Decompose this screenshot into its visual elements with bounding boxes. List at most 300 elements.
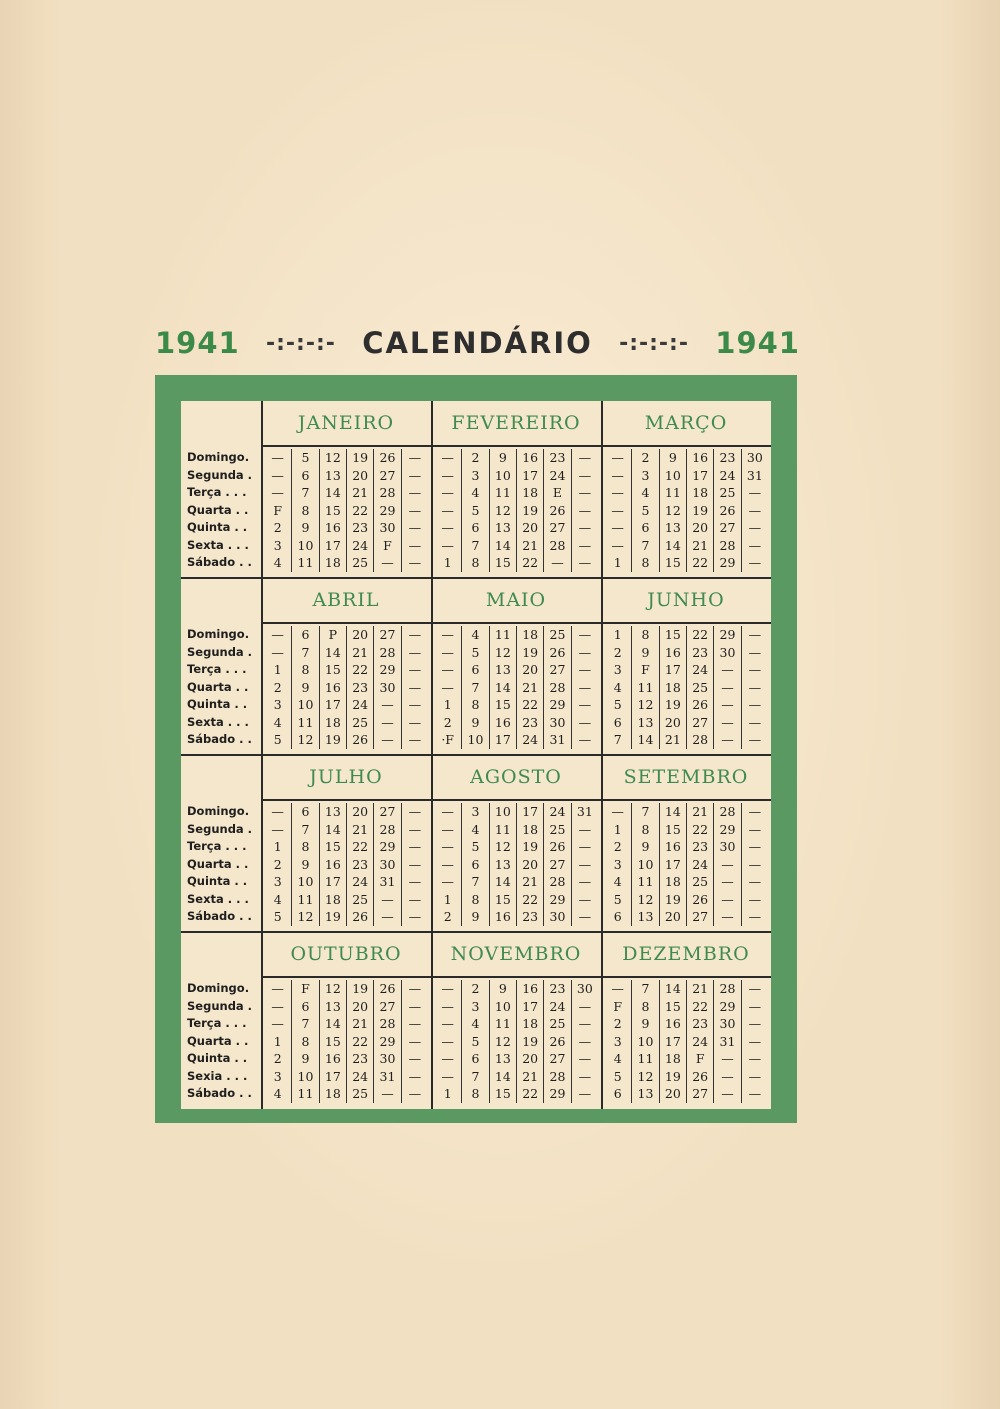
day-cell: 22 xyxy=(686,821,713,839)
day-label: Sexta . . . xyxy=(187,537,249,552)
day-cell: 18 xyxy=(319,891,346,909)
day-cell: F xyxy=(631,661,658,679)
day-cell: 14 xyxy=(489,1068,516,1086)
day-cell: 16 xyxy=(659,1015,686,1033)
month-days-grid xyxy=(604,626,768,749)
day-cell: 27 xyxy=(543,519,570,537)
day-cell: 14 xyxy=(489,537,516,555)
day-cell: 24 xyxy=(346,873,373,891)
day-cell: 23 xyxy=(346,1050,373,1068)
day-cell: 28 xyxy=(543,1068,570,1086)
day-cell: — xyxy=(611,520,624,535)
day-cell: 13 xyxy=(489,1050,516,1068)
day-cell: 19 xyxy=(659,1068,686,1086)
day-cell: 9 xyxy=(291,519,318,537)
day-cell: 22 xyxy=(686,998,713,1016)
day-cell: — xyxy=(441,502,454,518)
day-cell: — xyxy=(441,662,454,677)
day-cell: — xyxy=(571,908,598,926)
day-cell: 28 xyxy=(373,484,400,502)
day-cell: 24 xyxy=(543,467,570,485)
day-label: Quinta . . xyxy=(187,697,248,711)
day-cell: — xyxy=(713,891,740,909)
day-cell: 21 xyxy=(659,731,686,749)
day-label: Quinta . . xyxy=(187,520,248,534)
day-cell: — xyxy=(271,998,284,1014)
day-cell: 7 xyxy=(291,1015,318,1033)
day-cell: 21 xyxy=(516,1068,543,1086)
day-cell: 25 xyxy=(346,714,373,732)
day-cell: — xyxy=(401,891,428,909)
month-name: MAIO xyxy=(485,589,547,611)
day-cell: — xyxy=(441,874,454,889)
day-cell: — xyxy=(741,856,768,874)
day-cell: 18 xyxy=(516,821,543,839)
day-cell: 20 xyxy=(686,519,713,537)
day-cell: 30 xyxy=(543,714,570,732)
day-label: Quarta . . xyxy=(187,856,249,871)
day-label: Sexia . . . xyxy=(187,1068,248,1083)
day-cell: — xyxy=(741,838,768,856)
day-cell: ·F xyxy=(441,732,454,747)
day-cell: 10 xyxy=(291,696,318,714)
day-cell: 30 xyxy=(713,838,740,856)
day-cell: 2 xyxy=(443,909,452,924)
day-cell: 9 xyxy=(291,679,318,697)
day-cell: — xyxy=(571,519,598,537)
day-cell: 25 xyxy=(713,484,740,502)
day-cell: — xyxy=(571,891,598,909)
day-cell: — xyxy=(441,679,454,695)
day-cell: — xyxy=(441,981,454,996)
day-cell: 29 xyxy=(713,998,740,1016)
day-cell: 19 xyxy=(659,696,686,714)
day-cell: 19 xyxy=(319,731,346,749)
day-cell: — xyxy=(571,856,598,874)
day-cell: 3 xyxy=(273,874,282,889)
day-cell: 31 xyxy=(373,873,400,891)
day-cell: 8 xyxy=(291,661,318,679)
day-cell: — xyxy=(571,731,598,749)
day-cell: 23 xyxy=(686,644,713,662)
day-cell: 11 xyxy=(631,679,658,697)
day-cell: — xyxy=(441,804,454,819)
day-cell: 5 xyxy=(273,909,282,924)
day-cell: 23 xyxy=(346,856,373,874)
day-cell: 22 xyxy=(346,838,373,856)
day-cell: 21 xyxy=(686,980,713,998)
day-label: Sábado . . xyxy=(187,555,252,569)
day-cell: 6 xyxy=(461,1050,488,1068)
day-cell: — xyxy=(741,537,768,555)
day-cell: 4 xyxy=(273,714,282,730)
day-cell: 8 xyxy=(631,626,658,644)
day-cell: 26 xyxy=(686,1068,713,1086)
day-cell: 2 xyxy=(613,1016,622,1031)
day-cell: — xyxy=(611,467,624,483)
day-cell: 1 xyxy=(613,627,622,642)
day-cell: 15 xyxy=(659,821,686,839)
month-name: JULHO xyxy=(309,766,383,788)
day-cell: 30 xyxy=(373,1050,400,1068)
day-cell: — xyxy=(373,696,400,714)
day-label: Sexta . . . xyxy=(187,714,249,729)
day-cell: 12 xyxy=(319,980,346,998)
day-cell: 27 xyxy=(373,467,400,485)
day-cell: — xyxy=(441,1068,454,1084)
day-cell: 27 xyxy=(373,803,400,821)
day-cell: 11 xyxy=(489,484,516,502)
day-cell: 11 xyxy=(489,821,516,839)
day-cell: — xyxy=(571,1015,598,1033)
day-cell: 31 xyxy=(543,731,570,749)
day-cell: 1 xyxy=(443,697,452,712)
day-cell: 20 xyxy=(659,908,686,926)
day-cell: 15 xyxy=(319,1033,346,1051)
day-cell: — xyxy=(401,537,428,555)
day-cell: — xyxy=(441,644,454,660)
day-cell: — xyxy=(401,644,428,662)
day-cell: 27 xyxy=(686,714,713,732)
day-cell: — xyxy=(741,502,768,520)
day-cell: 19 xyxy=(516,1033,543,1051)
day-cell: 25 xyxy=(346,554,373,572)
day-labels xyxy=(187,449,265,572)
day-cell: 24 xyxy=(346,537,373,555)
day-cell: F xyxy=(373,537,400,555)
day-cell: — xyxy=(571,537,598,555)
day-cell: 13 xyxy=(659,519,686,537)
day-cell: 29 xyxy=(713,554,740,572)
day-cell: 5 xyxy=(631,502,658,520)
month-name: DEZEMBRO xyxy=(622,943,750,965)
day-cell: 4 xyxy=(613,679,622,695)
day-cell: 8 xyxy=(291,1033,318,1051)
day-label: Domingo. xyxy=(187,804,250,818)
day-cell: — xyxy=(401,1015,428,1033)
day-cell: 9 xyxy=(489,980,516,998)
page-title: CALENDÁRIO xyxy=(362,326,593,360)
day-cell: — xyxy=(441,1051,454,1066)
day-cell: — xyxy=(271,467,284,483)
day-cell: 19 xyxy=(346,980,373,998)
day-cell: 12 xyxy=(489,502,516,520)
day-cell: 4 xyxy=(461,821,488,839)
day-cell: 20 xyxy=(346,467,373,485)
day-cell: — xyxy=(401,1085,428,1103)
day-cell: — xyxy=(741,1068,768,1086)
day-cell: 30 xyxy=(373,856,400,874)
day-cell: — xyxy=(741,644,768,662)
day-cell: — xyxy=(373,731,400,749)
day-cell: — xyxy=(571,838,598,856)
day-cell: 10 xyxy=(489,467,516,485)
day-cell: 20 xyxy=(516,661,543,679)
day-cell: 19 xyxy=(516,502,543,520)
day-cell: — xyxy=(401,803,428,821)
day-cell: 18 xyxy=(516,484,543,502)
day-cell: 29 xyxy=(373,838,400,856)
day-cell: 11 xyxy=(291,554,318,572)
day-cell: 5 xyxy=(613,1068,622,1084)
day-cell: — xyxy=(571,1050,598,1068)
day-cell: 24 xyxy=(346,1068,373,1086)
month-header-rule xyxy=(261,799,771,801)
day-cell: 13 xyxy=(319,467,346,485)
day-cell: 17 xyxy=(659,661,686,679)
day-cell: 21 xyxy=(346,644,373,662)
month-name: ABRIL xyxy=(312,589,380,611)
day-cell: 7 xyxy=(613,732,622,747)
day-cell: P xyxy=(319,626,346,644)
day-cell: 31 xyxy=(571,803,598,821)
day-cell: 29 xyxy=(713,626,740,644)
day-cell: 17 xyxy=(659,1033,686,1051)
day-cell: 15 xyxy=(489,1085,516,1103)
day-cell: — xyxy=(571,554,598,572)
day-cell: 23 xyxy=(516,714,543,732)
day-cell: — xyxy=(741,908,768,926)
day-cell: 17 xyxy=(516,467,543,485)
day-cell: — xyxy=(741,1050,768,1068)
day-cell: 8 xyxy=(631,821,658,839)
separator-right: -:-:-:- xyxy=(619,330,689,356)
day-cell: 6 xyxy=(461,856,488,874)
day-cell: 29 xyxy=(543,1085,570,1103)
day-cell: 5 xyxy=(273,732,282,747)
day-cell: 22 xyxy=(686,554,713,572)
day-cell: 27 xyxy=(686,908,713,926)
day-cell: 14 xyxy=(659,980,686,998)
month-days-grid xyxy=(434,626,598,749)
day-cell: 14 xyxy=(659,537,686,555)
day-cell: — xyxy=(271,450,284,465)
year-right: 1941 xyxy=(715,326,800,360)
day-cell: — xyxy=(401,1068,428,1086)
day-cell: 21 xyxy=(516,873,543,891)
day-cell: 25 xyxy=(346,1085,373,1103)
day-cell: — xyxy=(373,1085,400,1103)
day-cell: 27 xyxy=(543,856,570,874)
day-cell: 30 xyxy=(373,679,400,697)
day-cell: 30 xyxy=(571,980,598,998)
day-cell: 23 xyxy=(543,449,570,467)
day-cell: 14 xyxy=(319,1015,346,1033)
day-cell: 7 xyxy=(631,803,658,821)
day-cell: — xyxy=(441,998,454,1014)
day-cell: 2 xyxy=(273,679,282,695)
day-cell: 16 xyxy=(319,519,346,537)
day-cell: 19 xyxy=(319,908,346,926)
day-cell: — xyxy=(741,554,768,572)
day-cell: 12 xyxy=(489,838,516,856)
month-header-rule xyxy=(261,622,771,624)
day-labels xyxy=(187,803,265,926)
day-cell: — xyxy=(571,467,598,485)
day-cell: 8 xyxy=(291,838,318,856)
day-cell: 30 xyxy=(373,519,400,537)
day-cell: 12 xyxy=(291,731,318,749)
day-cell: 19 xyxy=(686,502,713,520)
day-cell: — xyxy=(741,803,768,821)
day-cell: — xyxy=(373,714,400,732)
day-cell: — xyxy=(713,731,740,749)
day-cell: 28 xyxy=(713,537,740,555)
day-cell: 13 xyxy=(631,714,658,732)
day-cell: 17 xyxy=(516,803,543,821)
day-cell: 17 xyxy=(659,856,686,874)
day-cell: 5 xyxy=(613,891,622,907)
day-cell: 13 xyxy=(489,661,516,679)
day-cell: 6 xyxy=(461,519,488,537)
day-cell: — xyxy=(401,554,428,572)
day-cell: — xyxy=(401,502,428,520)
day-cell: 20 xyxy=(659,714,686,732)
day-cell: — xyxy=(271,804,284,819)
day-cell: 8 xyxy=(461,1085,488,1103)
day-cell: 20 xyxy=(346,803,373,821)
day-cell: 2 xyxy=(273,1051,282,1066)
day-cell: — xyxy=(401,484,428,502)
day-cell: 26 xyxy=(686,696,713,714)
day-cell: — xyxy=(571,821,598,839)
day-cell: 23 xyxy=(686,1015,713,1033)
day-cell: 25 xyxy=(686,679,713,697)
month-name: MARÇO xyxy=(644,412,728,434)
day-cell: — xyxy=(441,856,454,872)
day-cell: — xyxy=(441,467,454,483)
day-cell: 26 xyxy=(543,502,570,520)
day-cell: 25 xyxy=(543,1015,570,1033)
day-cell: 3 xyxy=(273,537,282,553)
day-cell: 29 xyxy=(373,1033,400,1051)
day-cell: 17 xyxy=(319,696,346,714)
day-cell: — xyxy=(571,1033,598,1051)
day-cell: 12 xyxy=(489,1033,516,1051)
day-cell: 17 xyxy=(489,731,516,749)
day-cell: 16 xyxy=(659,644,686,662)
day-cell: 10 xyxy=(659,467,686,485)
day-cell: — xyxy=(401,873,428,891)
day-cell: 10 xyxy=(291,537,318,555)
day-cell: 20 xyxy=(516,856,543,874)
day-cell: 24 xyxy=(516,731,543,749)
day-cell: 15 xyxy=(319,661,346,679)
day-cell: — xyxy=(611,804,624,819)
day-cell: — xyxy=(741,873,768,891)
day-cell: — xyxy=(441,1033,454,1049)
day-cell: — xyxy=(713,661,740,679)
day-cell: 6 xyxy=(291,626,318,644)
day-cell: 4 xyxy=(273,1086,282,1101)
day-cell: 16 xyxy=(319,1050,346,1068)
day-cell: — xyxy=(611,485,624,500)
day-cell: 19 xyxy=(346,449,373,467)
day-cell: 1 xyxy=(443,891,452,907)
day-cell: — xyxy=(571,449,598,467)
day-cell: 28 xyxy=(686,731,713,749)
day-cell: 26 xyxy=(543,1033,570,1051)
day-cell: — xyxy=(401,908,428,926)
day-label: Terça . . . xyxy=(187,1016,247,1030)
month-name: SETEMBRO xyxy=(623,766,749,788)
day-cell: — xyxy=(571,714,598,732)
day-cell: 28 xyxy=(373,644,400,662)
day-cell: — xyxy=(571,626,598,644)
day-cell: 18 xyxy=(516,1015,543,1033)
day-cell: 9 xyxy=(291,1050,318,1068)
day-cell: — xyxy=(741,1015,768,1033)
day-cell: 17 xyxy=(319,1068,346,1086)
day-cell: — xyxy=(401,626,428,644)
day-cell: — xyxy=(741,661,768,679)
day-cell: 2 xyxy=(273,856,282,872)
day-cell: 28 xyxy=(373,1015,400,1033)
day-cell: — xyxy=(441,520,454,535)
day-cell: 21 xyxy=(686,803,713,821)
day-cell: 3 xyxy=(613,856,622,872)
day-cell: 7 xyxy=(461,873,488,891)
day-cell: — xyxy=(741,731,768,749)
day-cell: 21 xyxy=(686,537,713,555)
day-cell: 22 xyxy=(516,891,543,909)
day-cell: 18 xyxy=(319,554,346,572)
day-cell: 15 xyxy=(489,696,516,714)
block-rule xyxy=(181,577,771,579)
day-cell: — xyxy=(441,1016,454,1031)
day-cell: — xyxy=(571,502,598,520)
day-cell: 26 xyxy=(543,838,570,856)
day-cell: 22 xyxy=(516,696,543,714)
day-cell: — xyxy=(741,1085,768,1103)
day-cell: 3 xyxy=(631,467,658,485)
day-cell: 28 xyxy=(713,803,740,821)
day-cell: 9 xyxy=(659,449,686,467)
day-cell: — xyxy=(373,891,400,909)
day-label: Quarta . . xyxy=(187,502,249,517)
day-cell: — xyxy=(401,467,428,485)
day-cell: 4 xyxy=(461,484,488,502)
day-cell: — xyxy=(713,856,740,874)
day-cell: 3 xyxy=(461,467,488,485)
day-cell: — xyxy=(571,998,598,1016)
day-cell: 17 xyxy=(516,998,543,1016)
day-cell: 3 xyxy=(613,1033,622,1049)
day-cell: 7 xyxy=(461,679,488,697)
day-cell: 21 xyxy=(516,679,543,697)
day-cell: 16 xyxy=(659,838,686,856)
day-cell: 13 xyxy=(489,856,516,874)
day-cell: — xyxy=(401,821,428,839)
day-cell: 16 xyxy=(319,856,346,874)
day-cell: 22 xyxy=(346,1033,373,1051)
day-cell: 16 xyxy=(489,908,516,926)
day-cell: 8 xyxy=(461,696,488,714)
day-cell: 15 xyxy=(489,554,516,572)
day-cell: 13 xyxy=(319,803,346,821)
day-cell: 6 xyxy=(613,1086,622,1101)
day-cell: 5 xyxy=(461,502,488,520)
day-cell: 3 xyxy=(461,998,488,1016)
day-cell: 1 xyxy=(613,821,622,837)
day-cell: — xyxy=(543,554,570,572)
day-cell: 17 xyxy=(686,467,713,485)
month-days-grid xyxy=(604,449,768,572)
day-label: Terça . . . xyxy=(187,839,247,853)
block-rule xyxy=(181,931,771,933)
day-cell: — xyxy=(271,981,284,996)
day-cell: 28 xyxy=(713,980,740,998)
